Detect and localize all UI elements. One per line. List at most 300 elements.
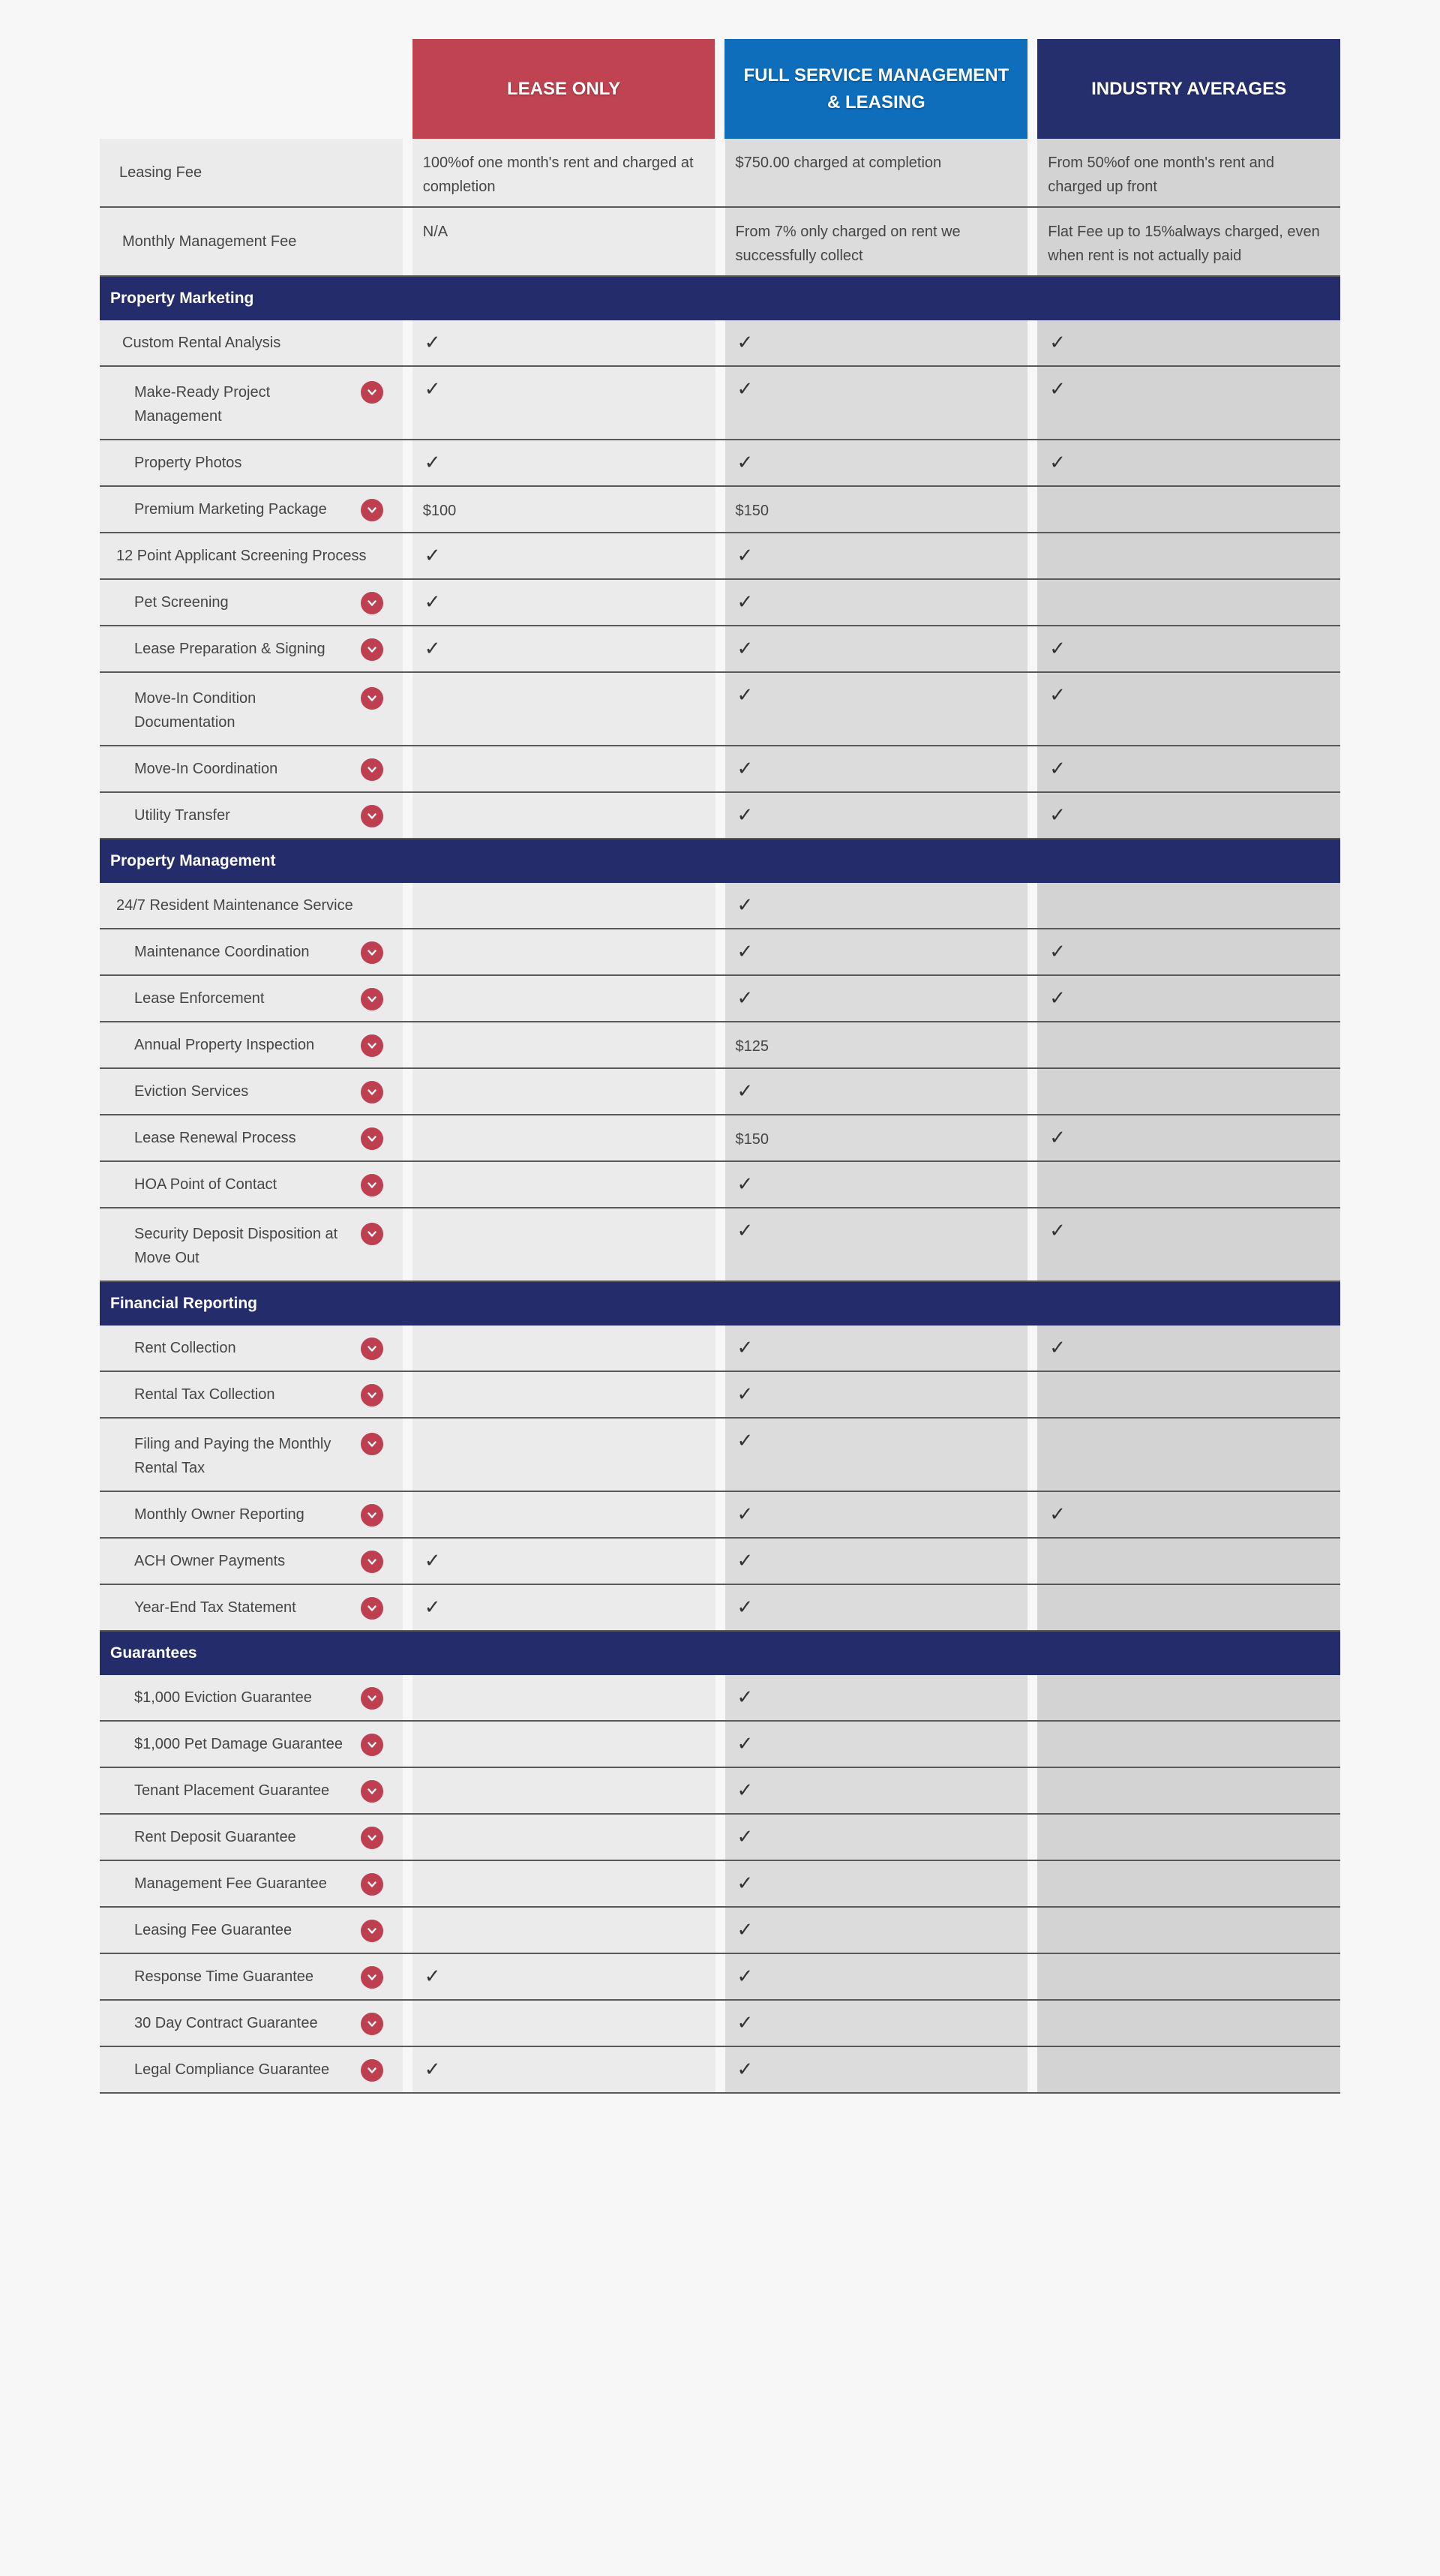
check-icon: ✓ [736, 1549, 754, 1572]
check-icon: ✓ [736, 986, 754, 1009]
check-icon: ✓ [424, 1549, 441, 1572]
fee-row [100, 139, 1340, 208]
row-label-text: 30 Day Contract Guarantee [134, 2015, 318, 2031]
row-label[interactable] [100, 1208, 403, 1280]
check-icon: ✓ [736, 377, 754, 400]
check-icon: ✓ [1049, 803, 1066, 826]
cell-lease [412, 1069, 716, 1114]
fee-cell-full [725, 208, 1028, 275]
check-icon: ✓ [736, 1965, 754, 1987]
fee-cell-full [725, 139, 1028, 206]
check-icon: ✓ [736, 2058, 754, 2080]
row-label[interactable] [100, 673, 403, 745]
row-label[interactable] [100, 2047, 403, 2092]
table-row [100, 1208, 1340, 1282]
check-icon: ✓ [424, 1965, 441, 1987]
cell-full [725, 533, 1028, 578]
column-header-lease-only: LEASE ONLY [412, 39, 716, 139]
chevron-down-icon[interactable] [361, 1551, 383, 1573]
cell-lease [412, 793, 716, 838]
section-header-property-management: Property Management [100, 839, 1340, 883]
check-icon: ✓ [736, 1872, 754, 1894]
cell-lease [412, 1585, 716, 1630]
check-icon: ✓ [736, 757, 754, 779]
row-label-text: Maintenance Coordination [134, 944, 310, 960]
cell-value: $125 [735, 1038, 770, 1055]
check-icon: ✓ [1049, 451, 1066, 473]
cell-full [725, 1675, 1028, 1720]
chevron-down-icon[interactable] [361, 1920, 383, 1942]
cell-industry [1037, 1585, 1340, 1630]
row-label[interactable] [100, 1372, 403, 1417]
check-icon: ✓ [1049, 757, 1066, 779]
table-row [100, 929, 1340, 976]
row-label-text: Annual Property Inspection [134, 1037, 315, 1053]
row-label-text: Lease Enforcement [134, 990, 265, 1007]
chevron-down-icon[interactable] [361, 1034, 383, 1057]
chevron-down-icon[interactable] [361, 1174, 383, 1196]
check-icon: ✓ [736, 683, 754, 706]
cell-lease [412, 1815, 716, 1860]
check-icon: ✓ [736, 1779, 754, 1801]
fee-cell-industry [1037, 208, 1340, 275]
chevron-down-icon[interactable] [361, 1734, 383, 1756]
table-row [100, 1069, 1340, 1115]
check-icon: ✓ [1049, 940, 1066, 962]
chevron-down-icon[interactable] [361, 1873, 383, 1896]
check-icon: ✓ [1049, 377, 1066, 400]
row-label[interactable] [100, 1326, 403, 1371]
row-label-text: Property Photos [134, 455, 242, 471]
check-icon: ✓ [424, 1596, 441, 1618]
row-label[interactable] [100, 367, 403, 439]
cell-full [725, 793, 1028, 838]
row-label-text: Move-In Coordination [134, 761, 278, 777]
cell-value: From 50%of one month's rent and charged up front [1048, 155, 1275, 195]
row-label-text: Leasing Fee Guarantee [134, 1922, 292, 1938]
row-label-text: Make-Ready Project Management [134, 384, 271, 425]
cell-full [725, 1069, 1028, 1114]
cell-full [725, 1372, 1028, 1417]
row-label[interactable] [100, 1115, 403, 1160]
check-icon: ✓ [736, 544, 754, 566]
cell-full [725, 1768, 1028, 1813]
row-label[interactable] [100, 626, 403, 671]
cell-full [725, 1115, 1028, 1160]
cell-lease [412, 626, 716, 671]
check-icon: ✓ [424, 2058, 441, 2080]
cell-lease [412, 1675, 716, 1720]
fee-cell-industry [1037, 139, 1340, 206]
fee-cell-lease [412, 139, 716, 206]
chevron-down-icon[interactable] [361, 1780, 383, 1803]
cell-value: $100 [422, 503, 457, 519]
check-icon: ✓ [736, 1429, 754, 1452]
header-spacer [100, 39, 403, 139]
check-icon: ✓ [736, 2011, 754, 2034]
cell-industry [1037, 320, 1340, 365]
chevron-down-icon[interactable] [361, 381, 383, 404]
check-icon: ✓ [424, 544, 441, 566]
row-label[interactable] [100, 1022, 403, 1067]
cell-industry [1037, 2047, 1340, 2092]
row-label-text: 24/7 Resident Maintenance Service [116, 897, 353, 914]
row-label[interactable] [100, 1861, 403, 1906]
row-label [100, 208, 403, 275]
row-label-text: Tenant Placement Guarantee [134, 1782, 330, 1799]
table-row [100, 440, 1340, 487]
check-icon: ✓ [1049, 1336, 1066, 1359]
cell-industry [1037, 1722, 1340, 1767]
table-header [100, 39, 1340, 139]
cell-industry [1037, 1539, 1340, 1584]
cell-lease [412, 1419, 716, 1491]
row-label[interactable] [100, 1069, 403, 1114]
cell-full [725, 1208, 1028, 1280]
cell-industry [1037, 626, 1340, 671]
cell-full [725, 1492, 1028, 1537]
cell-lease [412, 1372, 716, 1417]
row-label-text: 12 Point Applicant Screening Process [116, 548, 367, 564]
row-label[interactable] [100, 1908, 403, 1953]
cell-lease [412, 673, 716, 745]
cell-lease [412, 976, 716, 1021]
row-label-text: Leasing Fee [119, 164, 202, 181]
cell-value: From 7% only charged on rent we successfully collect [735, 224, 961, 264]
row-label-text: Monthly Management Fee [122, 233, 297, 250]
chevron-down-icon[interactable] [361, 1384, 383, 1407]
table-row [100, 533, 1340, 580]
cell-industry [1037, 580, 1340, 625]
chevron-down-icon[interactable] [361, 1687, 383, 1710]
cell-full [725, 746, 1028, 791]
cell-full [725, 1861, 1028, 1906]
cell-industry [1037, 487, 1340, 532]
check-icon: ✓ [736, 1918, 754, 1941]
check-icon: ✓ [736, 1383, 754, 1405]
row-label[interactable] [100, 929, 403, 974]
column-header-industry-averages: INDUSTRY AVERAGES [1037, 39, 1340, 139]
check-icon: ✓ [424, 590, 441, 613]
cell-industry [1037, 1954, 1340, 1999]
cell-full [725, 883, 1028, 928]
table-row [100, 1419, 1340, 1492]
row-label-text: HOA Point of Contact [134, 1176, 278, 1193]
cell-value: $150 [735, 1131, 770, 1148]
table-body [100, 139, 1340, 2094]
cell-full [725, 976, 1028, 1021]
table-row [100, 1908, 1340, 1954]
row-label[interactable] [100, 1419, 403, 1491]
cell-full [725, 1022, 1028, 1067]
cell-full [725, 1722, 1028, 1767]
cell-industry [1037, 2001, 1340, 2046]
cell-full [725, 320, 1028, 365]
cell-industry [1037, 673, 1340, 745]
chevron-down-icon[interactable] [361, 1223, 383, 1245]
chevron-down-icon[interactable] [361, 1966, 383, 1989]
check-icon: ✓ [736, 1172, 754, 1195]
check-icon: ✓ [1049, 637, 1066, 659]
check-icon: ✓ [736, 451, 754, 473]
check-icon: ✓ [736, 1825, 754, 1848]
row-label-text: Filing and Paying the Monthly Rental Tax [134, 1436, 332, 1476]
cell-industry [1037, 746, 1340, 791]
table-row [100, 1326, 1340, 1372]
check-icon: ✓ [736, 637, 754, 659]
check-icon: ✓ [424, 451, 441, 473]
row-label-text: Management Fee Guarantee [134, 1875, 327, 1892]
cell-industry [1037, 1372, 1340, 1417]
row-label-text: Year-End Tax Statement [134, 1599, 296, 1616]
row-label[interactable] [100, 2001, 403, 2046]
cell-lease [412, 1326, 716, 1371]
row-label-text: Response Time Guarantee [134, 1968, 314, 1985]
cell-lease [412, 440, 716, 485]
cell-lease [412, 487, 716, 532]
cell-full [725, 2001, 1028, 2046]
table-row [100, 1815, 1340, 1861]
cell-full [725, 580, 1028, 625]
row-label[interactable] [100, 487, 403, 532]
row-label [100, 533, 403, 578]
table-row [100, 1722, 1340, 1768]
check-icon: ✓ [736, 803, 754, 826]
cell-full [725, 1326, 1028, 1371]
cell-full [725, 1908, 1028, 1953]
cell-full [725, 1162, 1028, 1207]
chevron-down-icon[interactable] [361, 988, 383, 1010]
cell-industry [1037, 1208, 1340, 1280]
table-row [100, 976, 1340, 1022]
check-icon: ✓ [1049, 1219, 1066, 1241]
column-header-full-service: FULL SERVICE MANAGEMENT & LEASING [724, 39, 1028, 139]
cell-lease [412, 1162, 716, 1207]
cell-value: 100%of one month's rent and charged at completion [422, 155, 694, 195]
table-row [100, 1585, 1340, 1632]
cell-full [725, 626, 1028, 671]
section-header-property-marketing: Property Marketing [100, 277, 1340, 320]
cell-industry [1037, 793, 1340, 838]
cell-industry [1037, 1069, 1340, 1114]
cell-full [725, 1585, 1028, 1630]
row-label[interactable] [100, 580, 403, 625]
cell-full [725, 1954, 1028, 1999]
table-row [100, 1162, 1340, 1208]
row-label-text: Rent Deposit Guarantee [134, 1829, 296, 1845]
chevron-down-icon[interactable] [361, 2059, 383, 2082]
cell-industry [1037, 1815, 1340, 1860]
section-header-financial-reporting: Financial Reporting [100, 1282, 1340, 1326]
row-label-text: Legal Compliance Guarantee [134, 2061, 330, 2078]
row-label-text: Eviction Services [134, 1083, 249, 1100]
row-label[interactable] [100, 976, 403, 1021]
chevron-down-icon[interactable] [361, 1081, 383, 1103]
chevron-down-icon[interactable] [361, 1127, 383, 1150]
row-label-text: Rental Tax Collection [134, 1386, 275, 1403]
cell-full [725, 1815, 1028, 1860]
cell-lease [412, 1492, 716, 1537]
check-icon: ✓ [736, 1596, 754, 1618]
cell-industry [1037, 1861, 1340, 1906]
cell-full [725, 2047, 1028, 2092]
row-label-text: Premium Marketing Package [134, 501, 327, 518]
table-row [100, 1954, 1340, 2001]
cell-lease [412, 1539, 716, 1584]
cell-lease [412, 1861, 716, 1906]
chevron-down-icon[interactable] [361, 1597, 383, 1620]
check-icon: ✓ [736, 590, 754, 613]
row-label[interactable] [100, 1539, 403, 1584]
check-icon: ✓ [736, 331, 754, 353]
section-header-guarantees: Guarantees [100, 1632, 1340, 1675]
row-label[interactable] [100, 1815, 403, 1860]
cell-lease [412, 1768, 716, 1813]
chevron-down-icon[interactable] [361, 687, 383, 710]
table-row [100, 626, 1340, 673]
cell-industry [1037, 1115, 1340, 1160]
row-label-text: ACH Owner Payments [134, 1553, 286, 1569]
cell-industry [1037, 440, 1340, 485]
cell-industry [1037, 1768, 1340, 1813]
chevron-down-icon[interactable] [361, 592, 383, 614]
chevron-down-icon[interactable] [361, 1433, 383, 1455]
check-icon: ✓ [1049, 331, 1066, 353]
check-icon: ✓ [736, 893, 754, 916]
cell-lease [412, 1722, 716, 1767]
cell-full [725, 1539, 1028, 1584]
cell-lease [412, 929, 716, 974]
row-label-text: $1,000 Eviction Guarantee [134, 1689, 312, 1706]
row-label [100, 440, 403, 485]
cell-lease [412, 883, 716, 928]
cell-industry [1037, 1492, 1340, 1537]
chevron-down-icon[interactable] [361, 1827, 383, 1849]
row-label-text: Rent Collection [134, 1340, 236, 1356]
table-row [100, 1022, 1340, 1069]
row-label[interactable] [100, 1954, 403, 1999]
cell-lease [412, 1208, 716, 1280]
table-row [100, 2001, 1340, 2047]
cell-industry [1037, 929, 1340, 974]
chevron-down-icon[interactable] [361, 499, 383, 521]
row-label-text: Lease Preparation & Signing [134, 641, 326, 657]
cell-full [725, 1419, 1028, 1491]
row-label [100, 320, 403, 365]
row-label[interactable] [100, 1585, 403, 1630]
cell-full [725, 673, 1028, 745]
row-label-text: Monthly Owner Reporting [134, 1506, 304, 1523]
cell-industry [1037, 976, 1340, 1021]
check-icon: ✓ [424, 377, 441, 400]
row-label[interactable] [100, 1768, 403, 1813]
cell-industry [1037, 883, 1340, 928]
cell-lease [412, 1022, 716, 1067]
table-row [100, 2047, 1340, 2094]
cell-lease [412, 580, 716, 625]
chevron-down-icon[interactable] [361, 1338, 383, 1360]
table-row [100, 1539, 1340, 1585]
table-row [100, 1492, 1340, 1539]
cell-industry [1037, 1419, 1340, 1491]
cell-lease [412, 533, 716, 578]
cell-lease [412, 1908, 716, 1953]
check-icon: ✓ [424, 331, 441, 353]
table-row [100, 746, 1340, 793]
table-row [100, 320, 1340, 367]
table-row [100, 1115, 1340, 1162]
row-label [100, 883, 403, 928]
cell-value: $750.00 charged at completion [735, 155, 942, 171]
row-label[interactable] [100, 793, 403, 838]
chevron-down-icon[interactable] [361, 1504, 383, 1527]
cell-lease [412, 746, 716, 791]
chevron-down-icon[interactable] [361, 805, 383, 827]
chevron-down-icon[interactable] [361, 2013, 383, 2035]
check-icon: ✓ [1049, 1126, 1066, 1148]
row-label-text: Utility Transfer [134, 807, 230, 824]
cell-full [725, 929, 1028, 974]
cell-lease [412, 1954, 716, 1999]
cell-industry [1037, 1675, 1340, 1720]
check-icon: ✓ [1049, 986, 1066, 1009]
row-label-text: Custom Rental Analysis [122, 335, 281, 351]
check-icon: ✓ [424, 637, 441, 659]
row-label-text: Lease Renewal Process [134, 1130, 296, 1146]
table-row [100, 487, 1340, 533]
chevron-down-icon[interactable] [361, 758, 383, 781]
cell-full [725, 367, 1028, 439]
row-label-text: $1,000 Pet Damage Guarantee [134, 1736, 343, 1752]
cell-industry [1037, 367, 1340, 439]
row-label [100, 139, 403, 206]
row-label-text: Security Deposit Disposition at Move Out [134, 1226, 338, 1266]
chevron-down-icon[interactable] [361, 941, 383, 964]
cell-industry [1037, 533, 1340, 578]
row-label[interactable] [100, 1492, 403, 1537]
cell-full [725, 487, 1028, 532]
check-icon: ✓ [736, 1079, 754, 1102]
row-label[interactable] [100, 1675, 403, 1720]
cell-industry [1037, 1162, 1340, 1207]
row-label[interactable] [100, 746, 403, 791]
table-row [100, 793, 1340, 839]
table-row [100, 883, 1340, 929]
row-label[interactable] [100, 1722, 403, 1767]
table-row [100, 1675, 1340, 1722]
fee-row [100, 208, 1340, 277]
row-label[interactable] [100, 1162, 403, 1207]
check-icon: ✓ [736, 1336, 754, 1359]
cell-lease [412, 1115, 716, 1160]
cell-lease [412, 367, 716, 439]
table-row [100, 367, 1340, 440]
check-icon: ✓ [736, 1732, 754, 1755]
fee-cell-lease [412, 208, 716, 275]
check-icon: ✓ [1049, 1503, 1066, 1525]
row-label-text: Pet Screening [134, 594, 229, 611]
cell-full [725, 440, 1028, 485]
table-row [100, 673, 1340, 746]
table-row [100, 1768, 1340, 1815]
cell-lease [412, 320, 716, 365]
pricing-comparison-table [100, 39, 1340, 2094]
cell-value: $150 [735, 503, 770, 519]
chevron-down-icon[interactable] [361, 638, 383, 661]
cell-industry [1037, 1326, 1340, 1371]
row-label-text: Move-In Condition Documentation [134, 690, 256, 731]
cell-industry [1037, 1022, 1340, 1067]
